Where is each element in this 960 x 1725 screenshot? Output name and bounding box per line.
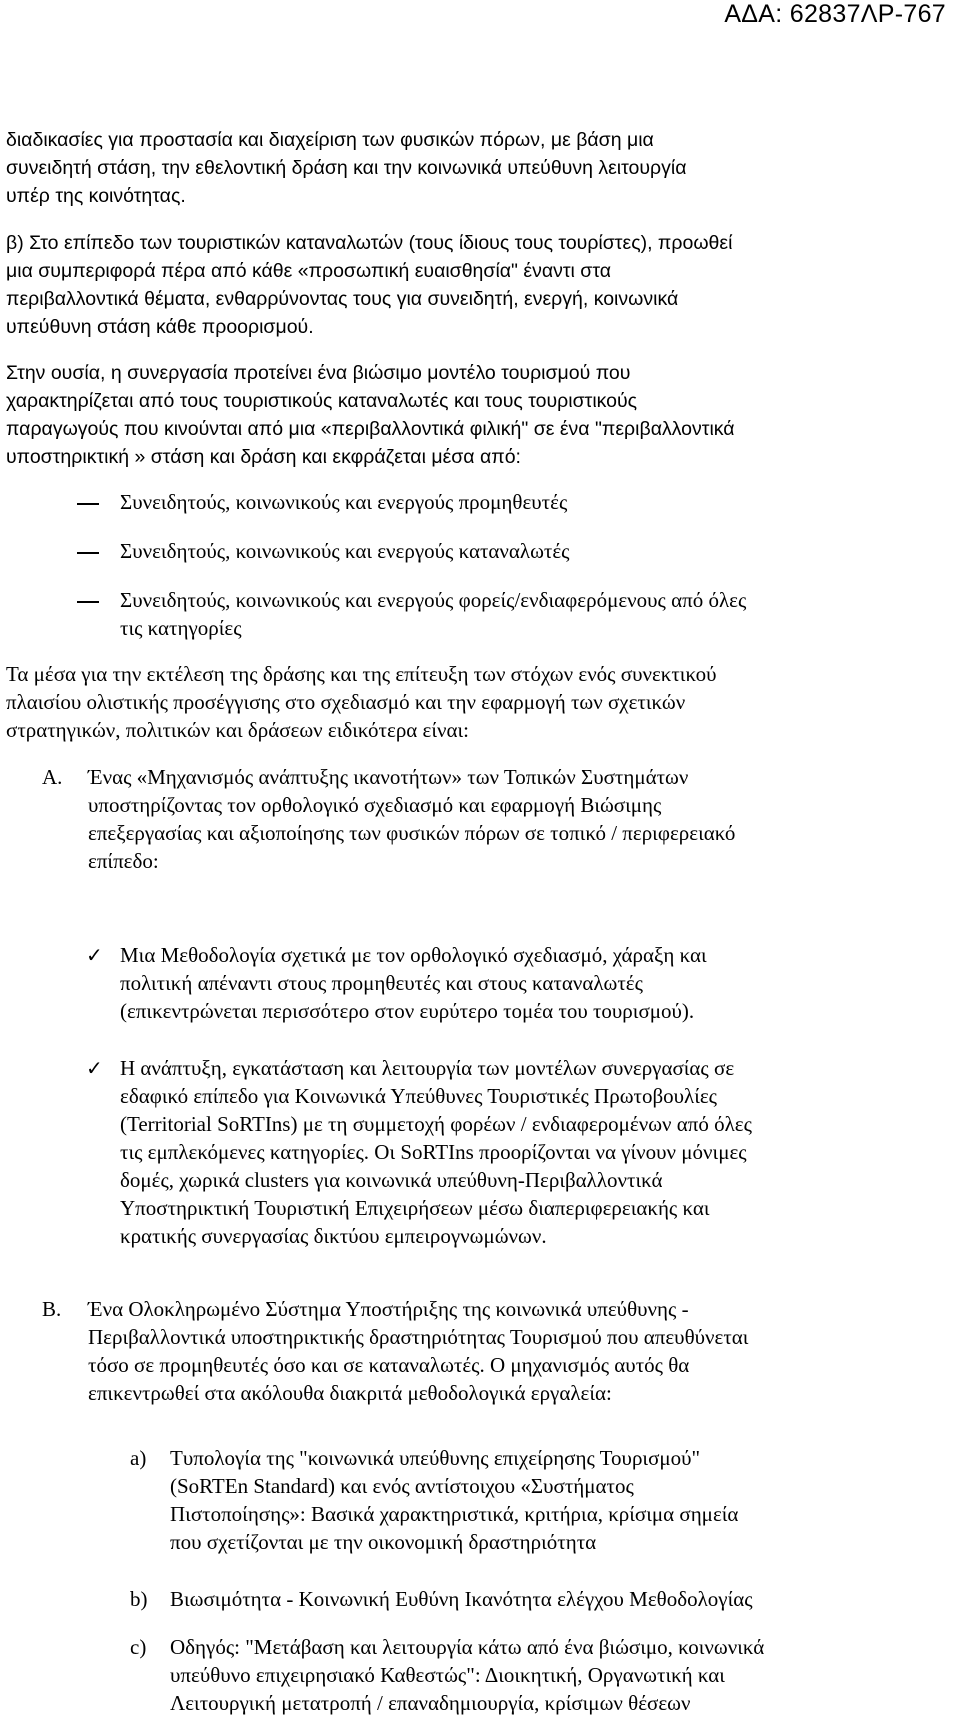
- paragraph-line: υπεύθυνη στάση κάθε προορισμού.: [6, 316, 314, 338]
- section-a-line: επεξεργασίας και αξιοποίησης των φυσικών πόρων σε τοπικό / περιφερειακό: [88, 821, 736, 845]
- check-item-line: (Territorial SoRTIns) με τη συμμετοχή φορέων / ενδιαφερομένων από όλες: [120, 1112, 752, 1136]
- section-b-line: επικεντρωθεί στα ακόλουθα διακριτά μεθοδολογικά εργαλεία:: [88, 1381, 612, 1405]
- paragraph-line: πλαισίου ολιστικής προσέγγισης στο σχεδιασμό και την εφαρμογή των σχετικών: [6, 690, 686, 714]
- dash-list-item: Συνειδητούς, κοινωνικούς και ενεργούς προμηθευτές: [120, 490, 568, 514]
- section-a-line: υποστηρίζοντας τον ορθολογικό σχεδιασμό και εφαρμογή Βιώσιμης: [88, 793, 662, 817]
- section-b-marker: Β.: [42, 1297, 62, 1321]
- section-a-line: επίπεδο:: [88, 849, 159, 873]
- section-b-line: τόσο σε προμηθευτές όσο και σε καταναλωτές. Ο μηχανισμός αυτός θα: [88, 1353, 690, 1377]
- paragraph-line: υποστηρικτική » στάση και δράση και εκφράζεται μέσα από:: [6, 446, 521, 468]
- paragraph-line: μια συμπεριφορά πέρα από κάθε «προσωπική ευαισθησία" έναντι στα: [6, 260, 612, 282]
- item-marker: c): [130, 1635, 147, 1659]
- dash-bullet-icon: [77, 601, 99, 603]
- sub-item-line: Οδηγός: "Μετάβαση και λειτουργία κάτω από ένα βιώσιμο, κοινωνικά: [170, 1635, 765, 1659]
- paragraph-line: στρατηγικών, πολιτικών και δράσεων ειδικότερα είναι:: [6, 718, 469, 742]
- paragraph-line: περιβαλλοντικά θέματα, ενθαρρύνοντας τους για συνειδητή, ενεργή, κοινωνικά: [6, 288, 679, 310]
- paragraph-line: β) Στο επίπεδο των τουριστικών καταναλωτών (τους ίδιους τους τουρίστες), προωθεί: [6, 232, 733, 254]
- check-item-line: εδαφικό επίπεδο για Κοινωνικά Υπεύθυνες Τουριστικές Πρωτοβουλίες: [120, 1084, 718, 1108]
- ada-document-code: ΑΔΑ: 62837ΛΡ-767: [724, 0, 946, 28]
- section-b-line: Περιβαλλοντικά υποστηρικτικής δραστηριότητας Τουρισμού που απευθύνεται: [88, 1325, 749, 1349]
- sub-item-line: που σχετίζονται με την οικονομική δραστηριότητα: [170, 1530, 597, 1554]
- dash-bullet-icon: [77, 552, 99, 554]
- check-item-line: Υποστηρικτική Τουριστική Επιχειρήσεων μέσω διαπεριφερειακής και: [120, 1196, 710, 1220]
- sub-item-line: Βιωσιμότητα - Κοινωνική Ευθύνη Ικανότητα ελέγχου Μεθοδολογίας: [170, 1587, 753, 1611]
- paragraph-line: παραγωγούς που κινούνται από μια «περιβαλλοντικά φιλική" σε ένα "περιβαλλοντικά: [6, 418, 735, 440]
- section-a-line: Ένας «Μηχανισμός ανάπτυξης ικανοτήτων» των Τοπικών Συστημάτων: [88, 765, 689, 789]
- section-b-line: Ένα Ολοκληρωμένο Σύστημα Υποστήριξης της κοινωνικά υπεύθυνης -: [88, 1297, 689, 1321]
- check-item-line: κρατικής συνεργασίας δικτύου εμπειρογνωμώνων.: [120, 1224, 547, 1248]
- item-marker: a): [130, 1446, 147, 1470]
- check-mark-icon: ✓: [86, 943, 103, 967]
- check-mark-icon: ✓: [86, 1056, 103, 1080]
- check-item-line: (επικεντρώνεται περισσότερο στον ευρύτερο τομέα του τουρισμού).: [120, 999, 695, 1023]
- sub-item-line: (SoRTEn Standard) και ενός αντίστοιχου «Συστήματος: [170, 1474, 634, 1498]
- dash-list-item: Συνειδητούς, κοινωνικούς και ενεργούς καταναλωτές: [120, 539, 570, 563]
- sub-item-line: Τυπολογία της "κοινωνικά υπεύθυνης επιχείρησης Τουρισμού": [170, 1446, 701, 1470]
- item-marker: b): [130, 1587, 148, 1611]
- dash-bullet-icon: [77, 503, 99, 505]
- sub-item-line: Λειτουργική μετατροπή / επαναδημιουργία, κρίσιμων θέσεων: [170, 1691, 691, 1715]
- check-item-line: πολιτική απέναντι στους προμηθευτές και στους καταναλωτές: [120, 971, 643, 995]
- paragraph-line: συνειδητή στάση, την εθελοντική δράση και την κοινωνικά υπεύθυνη λειτουργία: [6, 157, 687, 179]
- dash-list-item-continuation: τις κατηγορίες: [120, 616, 242, 640]
- section-a-marker: Α.: [42, 765, 63, 789]
- check-item-line: Μια Μεθοδολογία σχετικά με τον ορθολογικό σχεδιασμό, χάραξη και: [120, 943, 707, 967]
- paragraph-line: διαδικασίες για προστασία και διαχείριση των φυσικών πόρων, με βάση μια: [6, 129, 654, 151]
- paragraph-line: Τα μέσα για την εκτέλεση της δράσης και της επίτευξη των στόχων ενός συνεκτικού: [6, 662, 717, 686]
- check-item-line: δομές, χωρικά clusters για κοινωνικά υπεύθυνη-Περιβαλλοντικά: [120, 1168, 663, 1192]
- paragraph-line: Στην ουσία, η συνεργασία προτείνει ένα βιώσιμο μοντέλο τουρισμού που: [6, 362, 631, 384]
- sub-item-line: υπεύθυνο επιχειρησιακό Καθεστώς": Διοικητική, Οργανωτική και: [170, 1663, 725, 1687]
- check-item-line: Η ανάπτυξη, εγκατάσταση και λειτουργία των μοντέλων συνεργασίας σε: [120, 1056, 735, 1080]
- paragraph-line: χαρακτηρίζεται από τους τουριστικούς καταναλωτές και τους τουριστικούς: [6, 390, 638, 412]
- dash-list-item: Συνειδητούς, κοινωνικούς και ενεργούς φορείς/ενδιαφερόμενους από όλες: [120, 588, 747, 612]
- sub-item-line: Πιστοποίησης»: Βασικά χαρακτηριστικά, κριτήρια, κρίσιμα σημεία: [170, 1502, 739, 1526]
- paragraph-line: υπέρ της κοινότητας.: [6, 185, 186, 207]
- check-item-line: τις εμπλεκόμενες κατηγορίες. Οι SoRTIns προορίζονται να γίνουν μόνιμες: [120, 1140, 747, 1164]
